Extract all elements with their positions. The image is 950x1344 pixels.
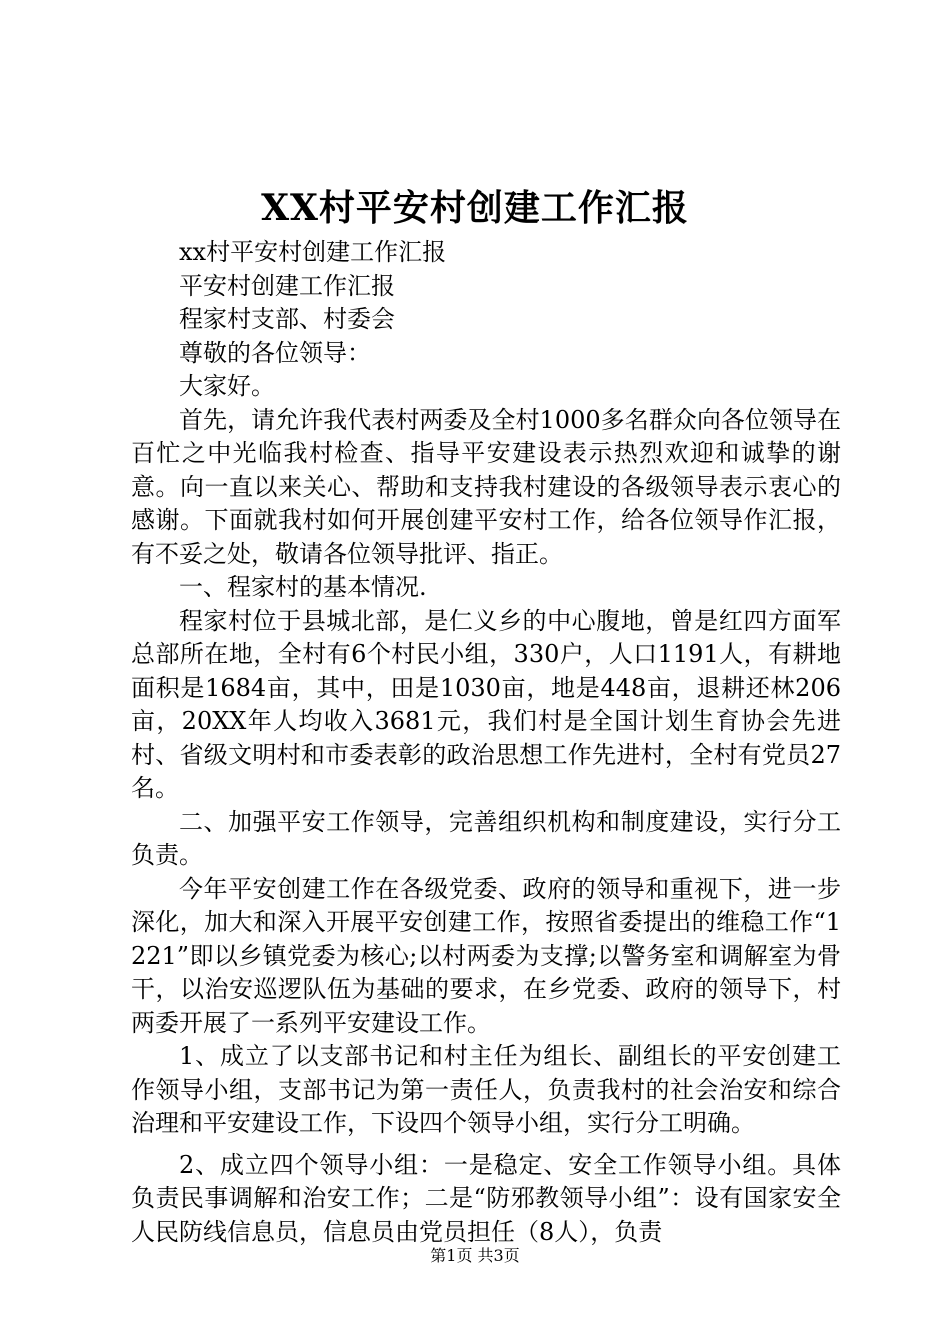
document-body [131,236,841,1249]
paragraph: 首先，请允许我代表村两委及全村1000多名群众向各位领导在百忙之中光临我村检查、指导平安建设表示热烈欢迎和诚挚的谢意。向一直以来关心、帮助和支持我村建设的各级领导表示衷心的感谢。下面就我村如何开展创建平安村工作，给各位领导作汇报，有不妥之处，敬请各位领导批评、指正。 [131,405,841,568]
section-heading: 二、加强平安工作领导，完善组织机构和制度建设，实行分工负责。 [131,807,841,869]
document-title: XX村平安村创建工作汇报 [261,187,689,229]
paragraph: 2、成立四个领导小组：一是稳定、安全工作领导小组。具体负责民事调解和治安工作；二是“防邪教领导小组”：设有国家安全人民防线信息员，信息员由党员担任（8人），负责 [131,1150,841,1246]
paragraph: 1、成立了以支部书记和村主任为组长、副组长的平安创建工作领导小组，支部书记为第一责任人，负责我村的社会治安和综合治理和平安建设工作，下设四个领导小组，实行分工明确。 [131,1042,841,1137]
paragraph: 今年平安创建工作在各级党委、政府的领导和重视下，进一步深化，加大和深入开展平安创建工作，按照省委提出的维稳工作“1221”即以乡镇党委为核心;以村两委为支撑;以警务室和调解室为骨干，以治安巡逻队伍为基础的要求，在乡党委、政府的领导下，村两委开展了一系列平安建设工作。 [131,874,841,1037]
paragraph: 程家村位于县城北部，是仁义乡的中心腹地，曾是红四方面军总部所在地，全村有6个村民小组，330户，人口1191人，有耕地面积是1684亩，其中，田是1030亩，地是448亩，退耕还林206亩，20XX年人均收入3681元，我们村是全国计划生育协会先进村、省级文明村和市委表彰的政治思想工作先进村，全村有党员27名。 [131,606,841,802]
paragraph: 尊敬的各位领导： [179,338,371,367]
paragraph: 平安村创建工作汇报 [179,271,395,300]
paragraph: xx村平安村创建工作汇报 [179,238,447,266]
paragraph: 大家好。 [179,372,275,400]
paragraph: 程家村支部、村委会 [179,305,395,333]
page-number: 第1页 共3页 [430,1246,520,1265]
section-heading: 一、程家村的基本情况. [179,573,427,601]
